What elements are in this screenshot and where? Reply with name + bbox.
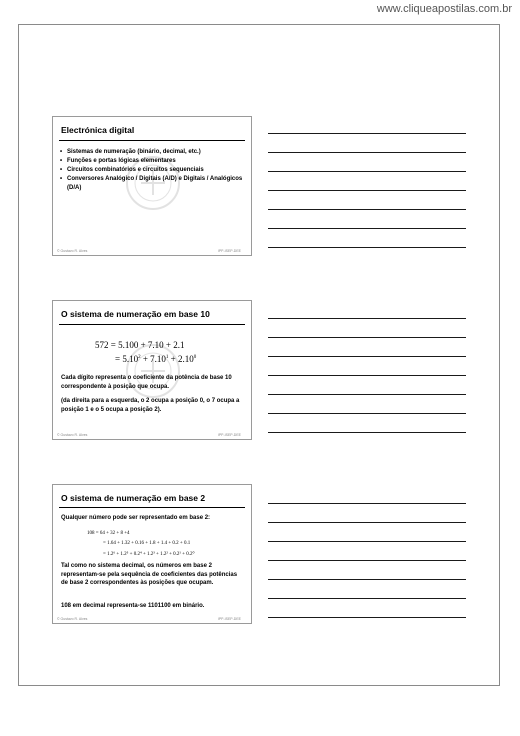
equation-part: + 2.10	[168, 354, 194, 364]
note-line	[268, 432, 466, 433]
note-line	[268, 247, 466, 248]
note-line	[268, 541, 466, 542]
note-line	[268, 579, 466, 580]
note-line	[268, 394, 466, 395]
note-line	[268, 190, 466, 191]
slide-footer-author: © Gustavo R. Alves	[57, 433, 88, 437]
equation-line-1: 108 = 64 + 32 + 8 +4	[87, 531, 130, 536]
slide-title: O sistema de numeração em base 10	[61, 309, 210, 319]
bullet-list	[60, 148, 245, 193]
bullet-item: • Circuitos combinatórios e circuitos sequenciais	[60, 166, 245, 175]
title-rule	[59, 507, 245, 508]
note-line	[268, 522, 466, 523]
note-line	[268, 617, 466, 618]
slide-1	[52, 116, 252, 256]
equation-part: = 5.10	[115, 354, 139, 364]
slide-footer-institution: IPP-ISEP-DEE	[217, 433, 241, 437]
slide-title: Electrónica digital	[61, 125, 135, 135]
slide-2	[52, 300, 252, 440]
note-line	[268, 318, 466, 319]
note-line	[268, 171, 466, 172]
slide-title: O sistema de numeração em base 2	[61, 493, 206, 503]
slide-footer-institution: IPP-ISEP-DEE	[217, 617, 241, 621]
equation-line-3: = 1.2⁶ + 1.2⁵ + 0.2⁴ + 1.2³ + 1.2² + 0.2¹ + 0.2⁰	[103, 552, 195, 557]
note-line	[268, 152, 466, 153]
slide-footer-author: © Gustavo R. Alves	[57, 249, 88, 253]
slide-footer-author: © Gustavo R. Alves	[57, 617, 88, 621]
note-line	[268, 209, 466, 210]
equation-line-1: 572 = 5.100 + 7.10 + 2.1	[95, 340, 185, 350]
bullet-item: • Conversores Analógico / Digitais (A/D) e Digitais / Analógicos (D/A)	[60, 175, 245, 193]
note-line	[268, 560, 466, 561]
exponent: 0	[193, 355, 197, 360]
slide-paragraph: Tal como no sistema decimal, os números em base 2 representam-se pela sequência de coeficientes das potências de base 2 correspondentes às posições que ocupam.	[61, 563, 238, 586]
note-line	[268, 413, 466, 414]
watermark-logo	[123, 341, 183, 401]
bullet-item: • Funções e portas lógicas elementares	[60, 157, 245, 166]
slide-3	[52, 484, 252, 624]
title-rule	[59, 324, 245, 325]
title-rule	[59, 140, 245, 141]
note-line	[268, 375, 466, 376]
exponent: 2	[138, 355, 141, 360]
note-line	[268, 337, 466, 338]
note-line	[268, 133, 466, 134]
slide-paragraph: Cada dígito representa o coeficiente da potência de base 10 correspondente à posição que ocupa.	[61, 375, 232, 390]
note-line	[268, 228, 466, 229]
slide-paragraph: 108 em decimal representa-se 1101100 em binário.	[61, 603, 205, 609]
equation-part: + 7.10	[140, 354, 166, 364]
site-url[interactable]: www.cliqueapostilas.com.br	[376, 3, 512, 15]
note-line	[268, 503, 466, 504]
equation-line-2: = 1.64 + 1.32 + 0.16 + 1.8 + 1.4 + 0.2 + 0.1	[103, 541, 191, 546]
slide-footer-institution: IPP-ISEP-DEE	[217, 249, 241, 253]
bullet-item: • Sistemas de numeração (binário, decimal, etc.)	[60, 148, 245, 157]
equation-line-2	[115, 354, 196, 364]
slide-intro: Qualquer número pode ser representado em base 2:	[61, 515, 211, 521]
note-line	[268, 598, 466, 599]
note-line	[268, 356, 466, 357]
exponent: 1	[165, 355, 169, 360]
slide-paragraph: (da direita para a esquerda, o 2 ocupa a posição 0, o 7 ocupa a posição 1 e o 5 ocupa a posição 2).	[61, 398, 240, 413]
